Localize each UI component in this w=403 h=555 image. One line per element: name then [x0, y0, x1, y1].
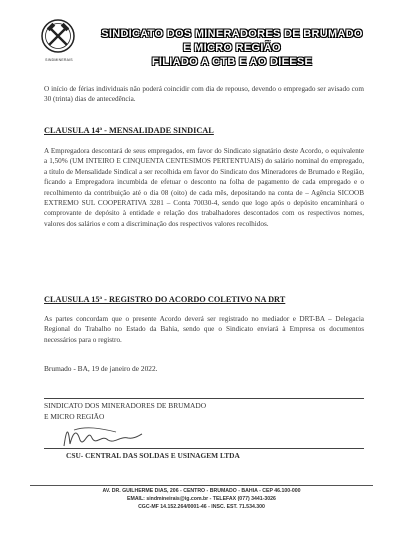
- clause15-heading: CLAUSULA 15ª - REGISTRO DO ACORDO COLETIVO NA DRT: [44, 295, 286, 304]
- footer-address: AV. DR. GUILHERME DIAS, 206 - CENTRO - BRUMADO - BAHIA - CEP 46.100-000: [102, 488, 301, 494]
- handwritten-signature: [56, 418, 146, 452]
- signature-rule-2: [44, 448, 364, 449]
- clause15-body: As partes concordam que o presente Acordo deverá ser registrado no mediador e DRT-BA – Delegacia Regional do Trabalho no Estado da Bahia, sendo que o Sindicato enviará à Empresa os documentos necessários para o registro.: [44, 315, 364, 344]
- date-line: Brumado - BA, 19 de janeiro de 2022.: [44, 364, 158, 373]
- crossed-hammers-icon: [40, 18, 76, 54]
- footer-contact: EMAIL: sindmineirais@ig.com.br - TELEFAX (077) 3441-3026: [127, 496, 276, 502]
- header-affiliation: FILIADO A CTB E AO DIEESE: [151, 56, 313, 68]
- header-title-line1: SINDICATO DOS MINERADORES DE BRUMADO: [101, 28, 363, 40]
- signatory1-line2: E MICRO REGIÃO: [44, 412, 105, 421]
- intro-paragraph: O início de férias individuais não poderá coincidir com dia de repouso, devendo o empregado ser avisado com 30 (trinta) dias de antecedência.: [44, 85, 364, 104]
- logo-caption: SINDMINERAIS: [45, 58, 73, 62]
- footer-rule-top: [30, 485, 373, 486]
- signature-rule-1: [44, 398, 364, 399]
- header-title-line2: E MICRO REGIÃO: [183, 42, 281, 54]
- clause14-body: A Empregadora descontará de seus empregados, em favor do Sindicato signatário deste Acordo, o equivalente a 1,50% (UM INTEIRO E CINQUENTA CENTESIMOS PERTENTUAIS) do salário nominal do empregado, a título de Mensalidade Sindical a ser recolhida em favor do Sindicato dos Mineradores de Brumado e Região, ficando a Empregadora incumbida de efetuar o desconto na folha de pagamento de cada empregado e o recolhimento da contribuição até o dia 08 (oito) de cada mês, depositando na conta de – Agência SICOOB EXTREMO SUL COOPERATIVA 3281 – Conta 70030-4, sendo que logo após o depósito encaminhará o comprovante de depósito à entidade e relação dos trabalhadores descontados com os respectivos nomes, valores dos salários e com a discriminação dos respectivos valores recolhidos.: [44, 147, 364, 228]
- footer-registration: CGC-MF 14.152.264/0001-46 - INSC. EST. 71.534.300: [138, 504, 265, 510]
- clause14-heading: CLAUSULA 14ª - MENSALIDADE SINDICAL: [44, 126, 214, 135]
- signatory1-line1: SINDICATO DOS MINERADORES DE BRUMADO: [44, 401, 207, 410]
- signatory2-name: CSU- CENTRAL DAS SOLDAS E USINAGEM LTDA: [66, 451, 240, 460]
